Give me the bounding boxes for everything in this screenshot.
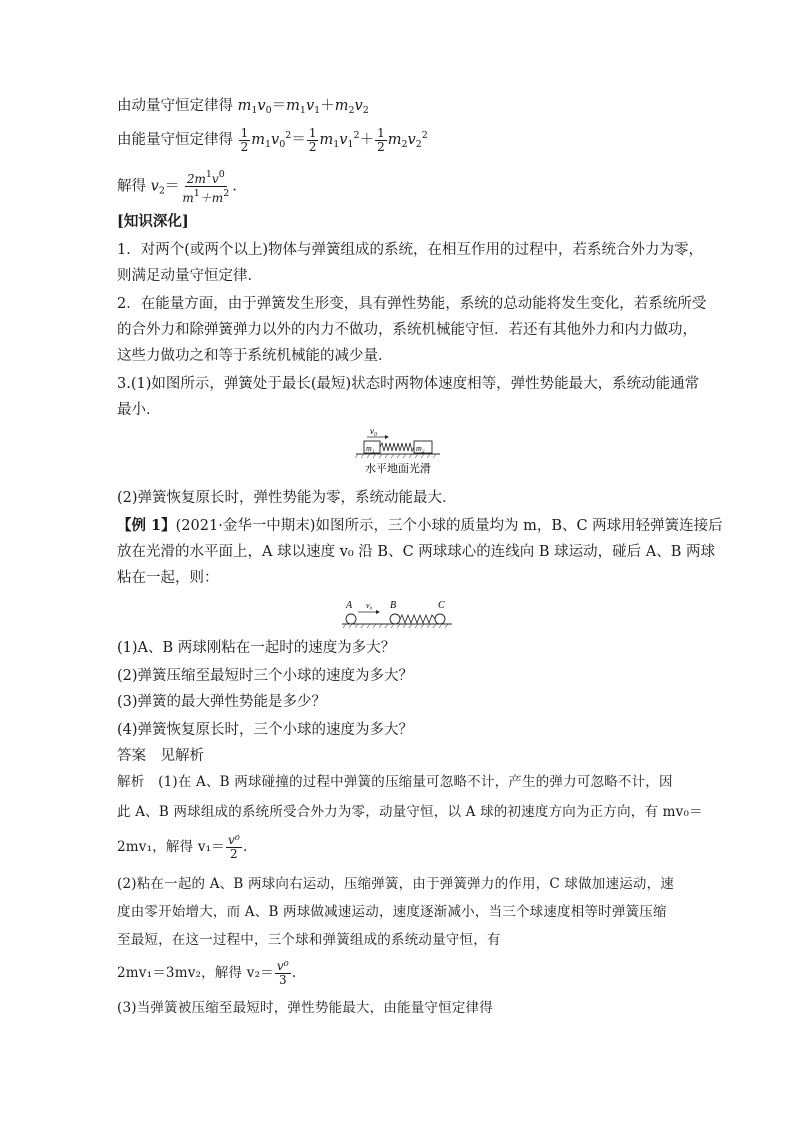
label-b: B: [390, 600, 397, 611]
analysis-2-line-3: 至最短，在这一过程中，三个球和弹簧组成的系统动量守恒，有: [117, 932, 501, 948]
analysis-2-line-4: 2mv₁＝3mv₂，解得 v₂＝ $\frac{\text{v⁰}}{3}$ .: [117, 959, 297, 987]
analysis-2-line-1: (2)粘在一起的 A、B 两球向右运动，压缩弹簧，由于弹簧弹力的作用，C 球做加速运动，速: [117, 876, 674, 892]
ball-c: [435, 614, 445, 624]
analysis-1-line-2: 此 A、B 两球组成的系统所受合外力为零，动量守恒，以 A 球的初速度方向为正方向，有 mv₀＝: [117, 804, 703, 820]
paragraph-1-line-2: 则满足动量守恒定律．: [117, 268, 262, 284]
paragraph-3-line-1: 3.(1)如图所示，弹簧处于最长(最短)状态时两物体速度相等，弹性势能最大，系统动能通常: [117, 376, 700, 392]
equation-label: 由动量守恒定律得: [117, 98, 238, 114]
paragraph-3-line-2: 最小．: [117, 402, 161, 418]
paragraph-2-line-1: 2．在能量方面，由于弹簧发生形变，具有弹性势能，系统的总动能将发生变化，若系统所受: [117, 296, 707, 312]
label-c: C: [438, 600, 445, 611]
example-tag: 【例 1】: [117, 517, 176, 534]
ground-hatching: [343, 624, 448, 628]
paragraph-2-line-2: 的合外力和除弹簧弹力以外的内力不做功，系统机械能守恒．若还有其他外力和内力做功，: [117, 322, 697, 338]
question-3: (3)弹簧的最大弹性势能是多少？: [117, 694, 327, 710]
example-line-2: 放在光滑的水平面上，A 球以速度 v₀ 沿 B、C 两球球心的连线向 B 球运动，碰后 A、B 两球: [117, 544, 715, 560]
spring: [380, 443, 414, 451]
answer-line: 答案 见解析: [117, 748, 204, 764]
ball-b: [390, 614, 400, 624]
analysis-1-line-1: 解析 (1)在 A、B 两球碰撞的过程中弹簧的压缩量可忽略不计，产生的弹力可忽略不计，因: [117, 774, 673, 790]
figure-caption: 水平地面光滑: [365, 462, 431, 475]
equation-label: 解得: [117, 178, 151, 195]
question-4: (4)弹簧恢复原长时，三个小球的速度为多大？: [117, 722, 414, 738]
solution-equation: 解得 $v_2=$ $\frac{2m^1v^0}{m^1+m^2}$ .: [117, 169, 237, 205]
example-line-1: 【例 1】(2021·金华一中期末)如图所示，三个小球的质量均为 m，B、C 两球用轻弹簧连接后: [117, 517, 723, 534]
spring: [400, 615, 435, 623]
spring-blocks-figure: [352, 424, 444, 476]
section-title: [知识深化]: [117, 213, 189, 230]
equation-label: 由能量守恒定律得: [117, 132, 238, 148]
analysis-1-line-3: 2mv₁，解得 v₁＝ $\frac{\text{v⁰}}{2}$ .: [117, 833, 248, 861]
velocity-arrowhead: [376, 610, 380, 614]
paragraph-1-line-1: 1．对两个(或两个以上)物体与弹簧组成的系统，在相互作用的过程中，若系统合外力为零，: [117, 242, 704, 258]
momentum-equation: 由动量守恒定律得 $m_1v_0=m_1v_1+m_2v_2$: [117, 98, 369, 116]
svg-text:m₂: m₂: [416, 444, 425, 453]
ground-hatching: [355, 454, 436, 458]
figure-v0-label: v₀: [370, 426, 378, 436]
paragraph-2-line-3: 这些力做功之和等于系统机械能的减少量．: [117, 348, 393, 364]
analysis-3-line-1: (3)当弹簧被压缩至最短时，弹性势能最大，由能量守恒定律得: [117, 1000, 493, 1016]
three-balls-figure: [340, 598, 454, 632]
question-2: (2)弹簧压缩至最短时三个小球的速度为多大？: [117, 668, 414, 684]
ball-a: [346, 614, 356, 624]
paragraph-4: (2)弹簧恢复原长时，弹性势能为零，系统动能最大．: [117, 490, 457, 506]
velocity-arrowhead: [385, 435, 389, 439]
example-line-3: 粘在一起，则：: [117, 570, 219, 586]
label-v0: v₀: [366, 601, 373, 610]
energy-equation: 由能量守恒定律得 $\frac{1}{2}$ $m_1v_0^2=$ $\frac{1}{2}$ $m_1v_1^2+$ $\frac{1}{2}$ $m_2v_2^2$: [117, 125, 428, 154]
label-a: A: [346, 600, 353, 611]
question-1: (1)A、B 两球刚粘在一起时的速度为多大？: [117, 640, 396, 656]
analysis-2-line-2: 度由零开始增大，而 A、B 两球做减速运动，速度逐渐减小，当三个球速度相等时弹簧压缩: [117, 904, 667, 920]
svg-text:m₁: m₁: [366, 444, 375, 453]
